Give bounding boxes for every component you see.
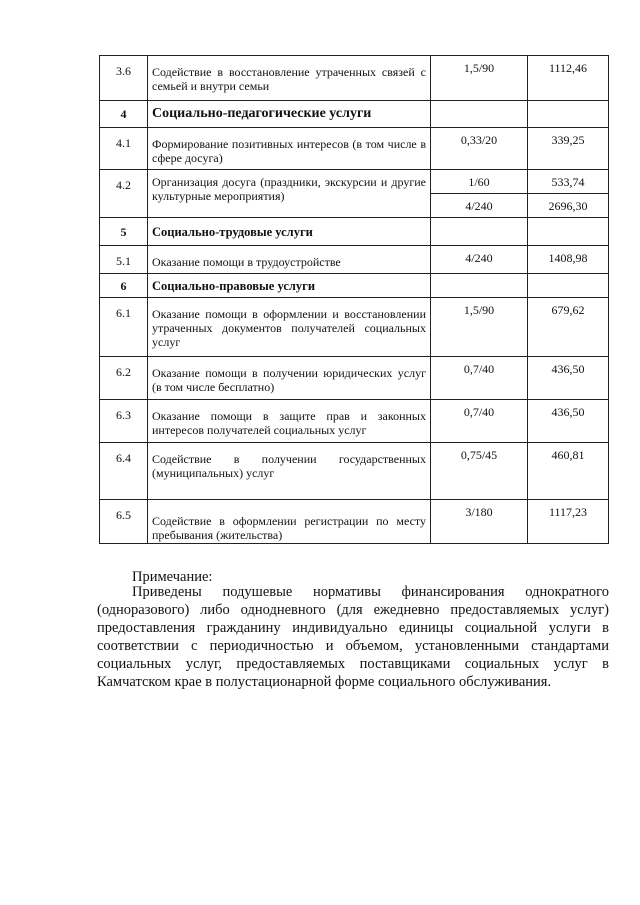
row-number: 6.4 xyxy=(100,443,148,500)
table-row xyxy=(100,128,609,170)
table-row xyxy=(100,56,609,101)
service-rate: 1,5/90 xyxy=(431,56,528,101)
row-number: 3.6 xyxy=(100,56,148,101)
section-row xyxy=(100,218,609,246)
service-name: Оказание помощи в трудоустройстве xyxy=(148,246,431,274)
service-rate: 4/240 xyxy=(431,194,528,218)
service-name: Содействие в восстановление утраченных связей с семьей и внутри семьи xyxy=(148,56,431,101)
service-rate: 1/60 xyxy=(431,170,528,194)
empty-cell xyxy=(528,101,609,128)
table-row xyxy=(100,298,609,357)
service-name: Организация досуга (праздники, экскурсии и другие культурные мероприятия) xyxy=(148,170,431,218)
service-name: Содействие в получении государственных (муниципальных) услуг xyxy=(148,443,431,500)
table-row xyxy=(100,443,609,500)
note-title: Примечание: xyxy=(132,569,213,585)
note-body: Приведены подушевые нормативы финансирования однократного (одноразового) либо однодневного (для ежедневно предоставляемых услуг) предоставления гражданину индивидуально единицы социальной услуги в соответствии с периодичностью и объемом, установленными стандартами социальных услуг, предоставляемых поставщиками социальных услуг в Камчатском крае в полустационарной форме социального обслуживания. xyxy=(97,584,609,690)
service-name: Оказание помощи в оформлении и восстановлении утраченных документов получателей социальных услуг xyxy=(148,298,431,357)
service-cost: 339,25 xyxy=(528,128,609,170)
table-row xyxy=(100,500,609,544)
services-table-wrapper xyxy=(99,55,608,544)
service-cost: 1408,98 xyxy=(528,246,609,274)
service-rate: 3/180 xyxy=(431,500,528,544)
service-cost: 460,81 xyxy=(528,443,609,500)
service-rate: 0,7/40 xyxy=(431,357,528,400)
table-row xyxy=(100,357,609,400)
section-row xyxy=(100,101,609,128)
row-number: 6.3 xyxy=(100,400,148,443)
section-title: Социально-трудовые услуги xyxy=(148,218,431,246)
service-cost: 533,74 xyxy=(528,170,609,194)
service-name: Оказание помощи в защите прав и законных интересов получателей социальных услуг xyxy=(148,400,431,443)
service-name: Содействие в оформлении регистрации по месту пребывания (жительства) xyxy=(148,500,431,544)
empty-cell xyxy=(528,218,609,246)
row-number: 6.5 xyxy=(100,500,148,544)
service-rate: 1,5/90 xyxy=(431,298,528,357)
section-number: 6 xyxy=(100,274,148,298)
service-cost: 1112,46 xyxy=(528,56,609,101)
row-number: 6.1 xyxy=(100,298,148,357)
service-rate: 0,33/20 xyxy=(431,128,528,170)
row-number: 4.1 xyxy=(100,128,148,170)
service-rate: 0,75/45 xyxy=(431,443,528,500)
table-row xyxy=(100,170,609,194)
service-rate: 0,7/40 xyxy=(431,400,528,443)
empty-cell xyxy=(431,274,528,298)
row-number: 5.1 xyxy=(100,246,148,274)
empty-cell xyxy=(431,218,528,246)
empty-cell xyxy=(431,101,528,128)
table-row xyxy=(100,400,609,443)
service-cost: 2696,30 xyxy=(528,194,609,218)
section-number: 5 xyxy=(100,218,148,246)
service-cost: 436,50 xyxy=(528,400,609,443)
service-cost: 679,62 xyxy=(528,298,609,357)
service-cost: 1117,23 xyxy=(528,500,609,544)
row-number: 6.2 xyxy=(100,357,148,400)
section-title: Социально-правовые услуги xyxy=(148,274,431,298)
services-table xyxy=(99,55,609,544)
service-cost: 436,50 xyxy=(528,357,609,400)
service-name: Оказание помощи в получении юридических услуг (в том числе бесплатно) xyxy=(148,357,431,400)
section-number: 4 xyxy=(100,101,148,128)
section-row xyxy=(100,274,609,298)
service-name: Формирование позитивных интересов (в том числе в сфере досуга) xyxy=(148,128,431,170)
empty-cell xyxy=(528,274,609,298)
service-rate: 4/240 xyxy=(431,246,528,274)
section-title: Социально-педагогические услуги xyxy=(148,101,431,128)
table-row xyxy=(100,246,609,274)
row-number: 4.2 xyxy=(100,170,148,218)
